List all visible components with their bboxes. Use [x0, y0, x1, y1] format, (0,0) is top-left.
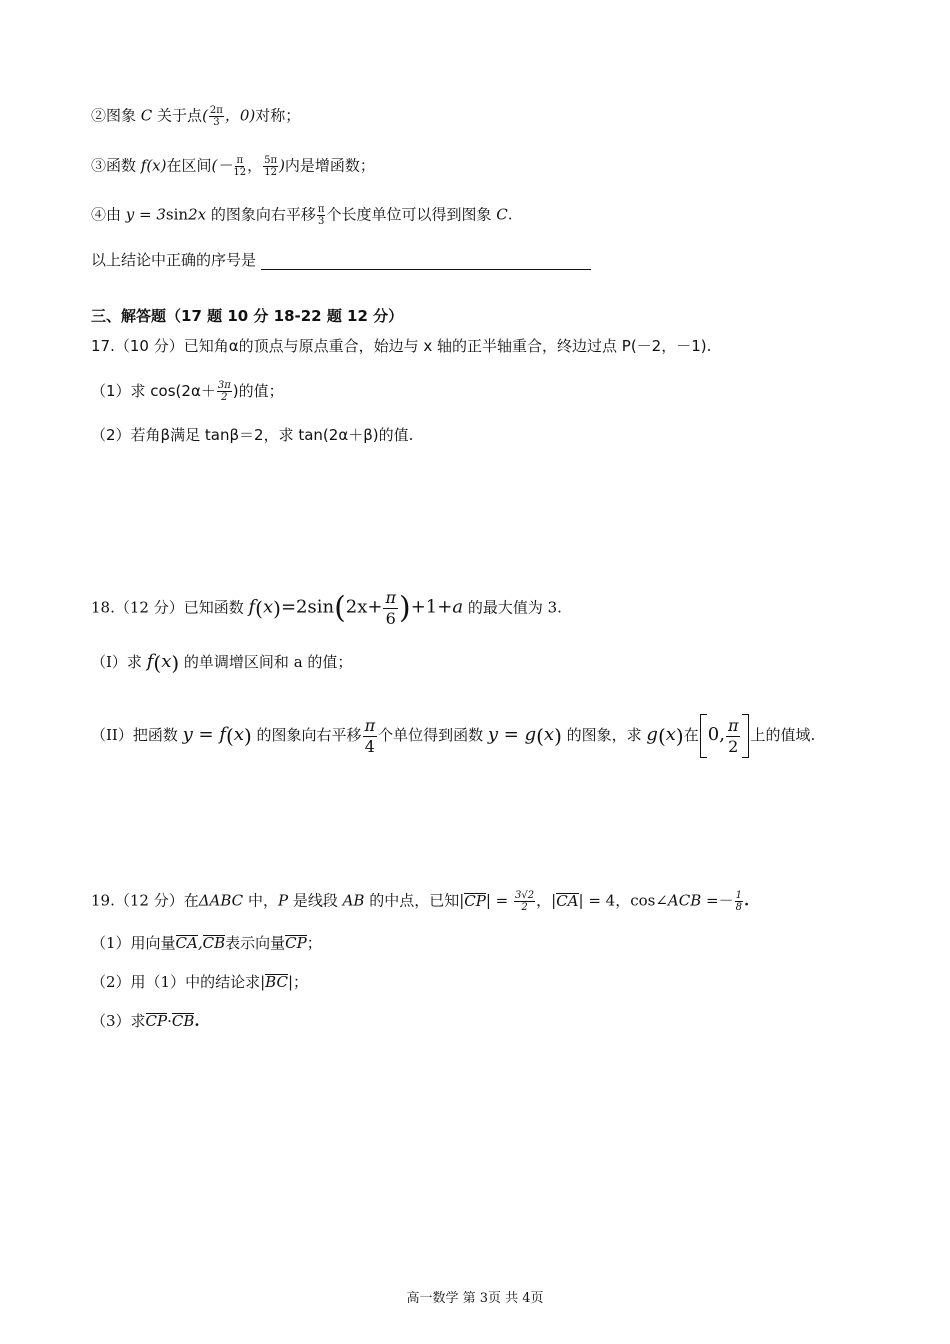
text: 0,	[707, 724, 725, 745]
text: |；	[287, 973, 308, 991]
fraction	[363, 716, 378, 757]
symbol-AB: AB	[342, 891, 365, 910]
text: （3）求	[91, 1012, 146, 1030]
text: | =	[485, 891, 514, 910]
statement-2	[91, 105, 300, 128]
fraction	[233, 155, 246, 178]
numerator: π	[317, 204, 325, 215]
text: （I）求	[91, 653, 147, 671]
denominator: 2	[221, 392, 228, 403]
fraction	[383, 588, 398, 629]
q19-part1: （1）用向量CA,CB表示向量CP；	[91, 934, 322, 952]
text: 18.（12 分）已知函数	[91, 598, 249, 617]
denominator: 2	[521, 902, 528, 913]
text: sin	[165, 205, 189, 224]
text: 2x	[188, 205, 207, 224]
text: （2）用（1）中的结论求|	[91, 973, 266, 991]
numerator: π	[385, 588, 396, 607]
symbol-ACB: ACB	[667, 891, 702, 910]
numerator: 1	[735, 890, 742, 901]
numerator: 2π	[209, 105, 223, 116]
vector-CP: CP	[464, 891, 486, 910]
denominator: 8	[735, 902, 742, 913]
footer-text: 高一数学 第 3页 共 4页	[406, 1291, 544, 1306]
q18-part2: （II）把函数 y = f(x) 的图象向右平移 $\frac{\pi}{4}$ 个单位得到函数 y = g(x) 的图象，求 g(x)在 0, $\frac{\pi}{2}$ 上的值域.	[91, 714, 815, 758]
symbol-x: x	[161, 651, 172, 672]
text: ，|	[536, 891, 557, 910]
text: .	[194, 1012, 200, 1030]
text: 19.（12 分）在	[91, 891, 199, 910]
text: =	[498, 724, 525, 745]
symbol-x: x	[665, 724, 676, 745]
section-title-text: 三、解答题（17 题 10 分 18-22 题 12 分）	[91, 307, 404, 325]
q17-part2	[91, 425, 413, 445]
vector-CA: CA	[175, 934, 198, 952]
section-title	[91, 306, 403, 326]
fraction	[514, 890, 535, 913]
text: ④由	[91, 205, 126, 224]
symbol-x: x	[262, 596, 274, 618]
numerator: 3√2	[515, 890, 535, 901]
fraction	[217, 380, 232, 403]
vector-CB: CB	[202, 934, 226, 952]
text: 的图象向右平移	[206, 205, 316, 224]
vector-CB: CB	[171, 1012, 195, 1030]
statement-4	[91, 204, 512, 227]
q17-stem	[91, 336, 711, 356]
text: 上的值域.	[750, 726, 816, 744]
fraction	[209, 105, 224, 128]
numerator: π	[727, 715, 739, 735]
q17-part2-text: （2）若角β满足 tanβ＝2，求 tan(2α＋β)的值.	[91, 426, 414, 444]
symbol-C: C	[140, 106, 153, 125]
text: 内是增函数；	[284, 156, 375, 175]
fraction	[735, 890, 743, 913]
text: =	[192, 724, 220, 745]
symbol-y: y	[182, 724, 193, 745]
text: 表示向量	[225, 934, 286, 952]
dot-operator: ·	[167, 1012, 172, 1030]
text: =－	[701, 891, 734, 910]
q19-stem	[91, 890, 749, 913]
denominator: 4	[364, 736, 375, 756]
text: =2sin	[280, 596, 335, 618]
q17-stem-text: 17.（10 分）已知角α的顶点与原点重合，始边与 x 轴的正半轴重合，终边过点 P(－2，－1).	[91, 337, 712, 355]
vector-BC: BC	[265, 973, 288, 991]
text: 的图象，求	[561, 726, 647, 744]
text: 在	[683, 726, 699, 744]
text: 的最大值为 3.	[463, 598, 562, 617]
statement-3	[91, 155, 375, 178]
text: 个单位得到函数	[378, 726, 488, 744]
symbol-triangle: ΔABC	[198, 891, 244, 910]
page-footer	[0, 1287, 950, 1306]
denominator: 12	[264, 167, 277, 178]
denominator: 12	[233, 167, 247, 178]
text: y = 3	[125, 205, 166, 224]
text: .	[743, 891, 750, 910]
text: .	[507, 205, 513, 224]
text: （II）把函数	[91, 726, 183, 744]
text: 的单调增区间和 a 的值；	[179, 653, 353, 671]
q19-part3	[91, 1011, 200, 1031]
text: +1+	[410, 596, 453, 618]
symbol-g: g	[646, 724, 658, 745]
right-bracket	[742, 714, 749, 758]
text: 关于点	[152, 106, 203, 125]
conclusion-text: 以上结论中正确的序号是	[91, 251, 257, 269]
symbol-y: y	[487, 724, 499, 745]
q17-part1	[91, 380, 284, 403]
numerator: 3π	[217, 380, 231, 391]
text: （1）求 cos(2α＋	[91, 382, 216, 400]
text: 2x+	[345, 596, 383, 618]
numerator: π	[236, 155, 244, 166]
text: （1）用向量	[91, 934, 176, 952]
fraction	[263, 155, 278, 178]
left-bracket	[700, 714, 707, 758]
answer-blank	[261, 253, 591, 270]
numerator: 5π	[264, 155, 278, 166]
conclusion-line	[91, 250, 591, 270]
symbol-g: g	[524, 724, 537, 745]
symbol-P: P	[277, 891, 289, 910]
symbol-fx: f(x)	[140, 156, 167, 175]
denominator: 3	[213, 117, 220, 128]
vector-CP: CP	[145, 1012, 168, 1030]
q19-part2	[91, 972, 308, 992]
text: 的中点，已知|	[364, 891, 465, 910]
text: 对称；	[255, 106, 301, 125]
text: 个长度单位可以得到图象	[326, 205, 497, 224]
text: )的值；	[232, 382, 284, 400]
numerator: π	[364, 715, 376, 735]
denominator: 3	[317, 216, 325, 227]
text: ；	[306, 934, 322, 952]
denominator: 2	[728, 736, 739, 756]
text: ③函数	[91, 156, 141, 175]
fraction	[317, 204, 326, 227]
symbol-f: f	[219, 724, 226, 745]
symbol-a: a	[452, 596, 464, 618]
denominator: 6	[385, 609, 396, 628]
vector-CA: CA	[556, 891, 579, 910]
statement-2-prefix: ②图象	[91, 106, 137, 125]
symbol-C: C	[496, 205, 508, 224]
q18-part1: （I）求 f(x) 的单调增区间和 a 的值；	[91, 651, 353, 675]
symbol-x: x	[543, 724, 555, 745]
symbol-f: f	[146, 651, 154, 672]
vector-CP: CP	[285, 934, 307, 952]
text: (	[202, 106, 208, 125]
text: 在区间	[166, 156, 212, 175]
fraction	[726, 716, 741, 757]
symbol-f: f	[248, 596, 256, 618]
text: ，0)	[224, 106, 256, 125]
text: | = 4，cos∠	[578, 891, 668, 910]
text: ，	[247, 156, 263, 175]
text: 是线段	[288, 891, 343, 910]
text: (－	[211, 156, 233, 175]
text: 中，	[243, 891, 278, 910]
q18-stem: 18.（12 分）已知函数 f(x)=2sin(2x+ $\frac{\pi}{6}$ )+1+a 的最大值为 3.	[91, 588, 562, 628]
symbol-x: x	[233, 724, 244, 745]
text: )	[279, 156, 285, 175]
text: 的图象向右平移	[251, 726, 362, 744]
